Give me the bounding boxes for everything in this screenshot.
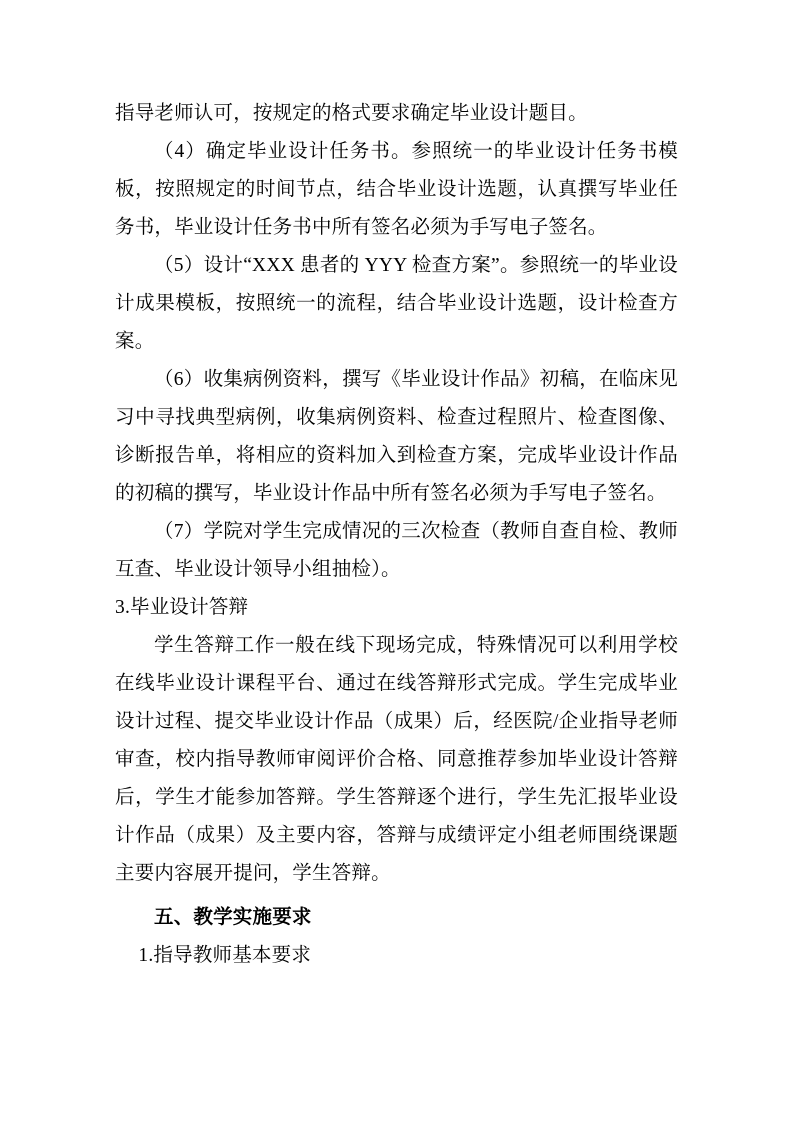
section-3-heading: 3.毕业设计答辩 bbox=[115, 597, 249, 619]
document-body bbox=[115, 95, 678, 975]
paragraph-item-4: （4）确定毕业设计任务书。参照统一的毕业设计任务书模板，按照规定的时间节点，结合毕业设计选题，认真撰写毕业任务书，毕业设计任务书中所有签名必须为手写电子签名。 bbox=[115, 141, 678, 239]
paragraph-defense-body: 学生答辩工作一般在线下现场完成，特殊情况可以利用学校在线毕业设计课程平台、通过在线答辩形式完成。学生完成毕业设计过程、提交毕业设计作品（成果）后，经医院/企业指导老师审查，校内指导教师审阅评价合格、同意推荐参加毕业设计答辩后，学生才能参加答辩。学生答辩逐个进行，学生先汇报毕业设计作品（成果）及主要内容，答辩与成绩评定小组老师围绕课题主要内容展开提问，学生答辩。 bbox=[115, 635, 678, 885]
paragraph-item-6: （6）收集病例资料，撰写《毕业设计作品》初稿，在临床见习中寻找典型病例，收集病例资料、检查过程照片、检查图像、诊断报告单，将相应的资料加入到检查方案，完成毕业设计作品的初稿的撰写，毕业设计作品中所有签名必须为手写电子签名。 bbox=[115, 369, 678, 505]
paragraph-item-5: （5）设计“XXX 患者的 YYY 检查方案”。参照统一的毕业设计成果模板，按照统一的流程，结合毕业设计选题，设计检查方案。 bbox=[115, 255, 678, 353]
paragraph-item-7: （7）学院对学生完成情况的三次检查（教师自查自检、教师互查、毕业设计领导小组抽检）。 bbox=[115, 521, 678, 581]
paragraph-continued: 指导老师认可，按规定的格式要求确定毕业设计题目。 bbox=[115, 103, 588, 124]
section-5-heading: 五、教学实施要求 bbox=[154, 907, 312, 929]
section-5-subheading: 1.指导教师基本要求 bbox=[138, 945, 312, 967]
